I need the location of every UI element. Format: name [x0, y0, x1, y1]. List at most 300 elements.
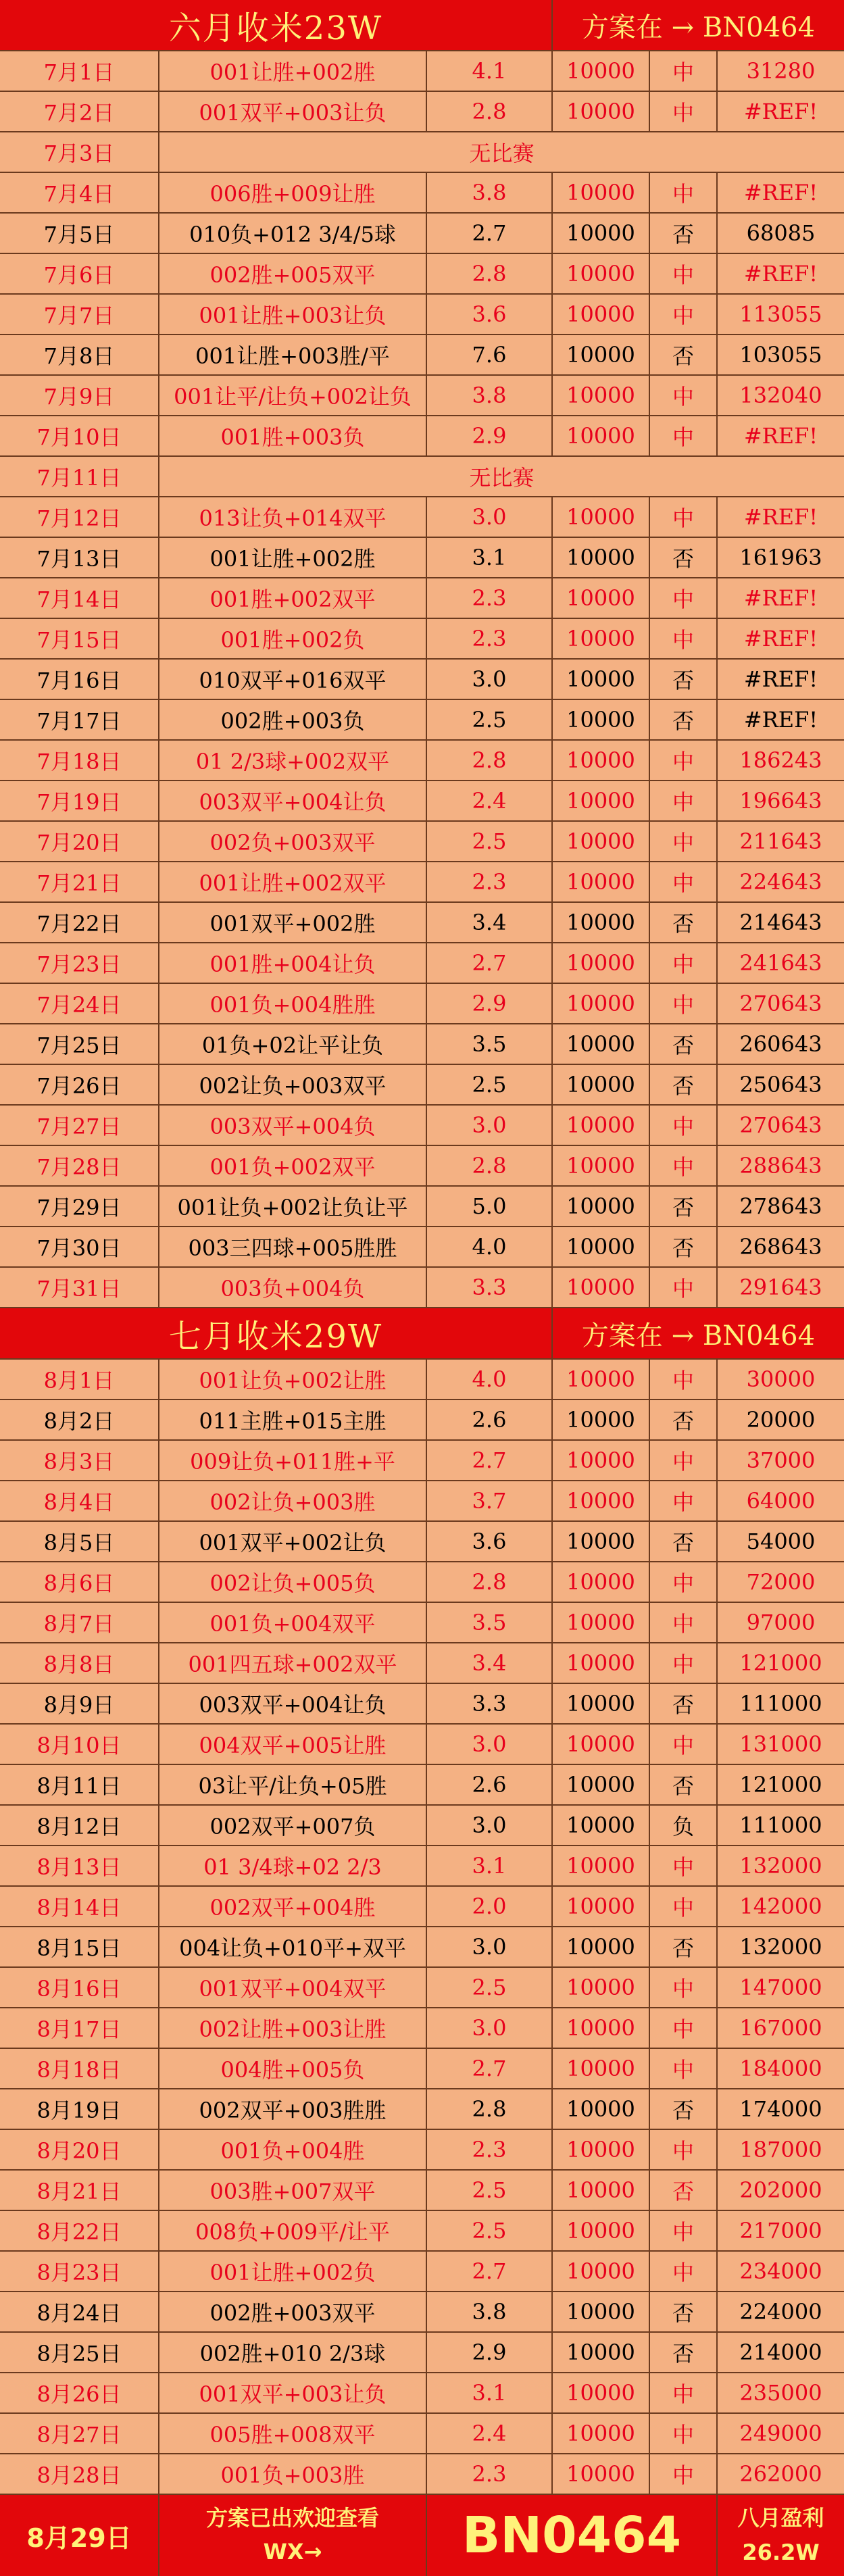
odds-cell: 2.5	[427, 2171, 553, 2210]
result-cell: 中	[650, 1968, 718, 2007]
result-cell: 否	[650, 2171, 718, 2210]
balance-cell: 187000	[739, 2137, 822, 2162]
picks-cell: 001双平+003让负	[159, 2373, 427, 2412]
stake-cell: 10000	[553, 619, 650, 658]
odds-cell: 3.4	[427, 1643, 553, 1683]
picks-cell: 002双平+003胜胜	[159, 2089, 427, 2129]
table-row	[0, 822, 844, 862]
balance-cell: #REF!	[743, 707, 818, 733]
date-cell: 7月8日	[0, 335, 159, 374]
picks-cell: 01 3/4球+02 2/3	[159, 1846, 427, 1885]
table-row	[0, 1887, 844, 1927]
odds-cell: 3.3	[427, 1684, 553, 1723]
result-cell: 否	[650, 903, 718, 942]
picks-cell: 001让胜+003让负	[159, 295, 427, 334]
stake-cell: 10000	[553, 943, 650, 983]
date-cell: 8月14日	[0, 1887, 159, 1926]
table-row	[0, 943, 844, 984]
picks-cell: 006胜+009让胜	[159, 173, 427, 212]
footer-profit	[718, 2495, 844, 2576]
balance-cell: 202000	[739, 2177, 822, 2203]
table-row	[0, 1562, 844, 1603]
profit-value: 26.2W	[742, 2540, 820, 2565]
balance-cell: 186243	[739, 747, 822, 773]
picks-cell: 001胜+002双平	[159, 578, 427, 618]
balance-cell: 54000	[746, 1529, 816, 1554]
picks-cell: 002让负+003双平	[159, 1065, 427, 1104]
balance-cell: 278643	[739, 1193, 822, 1219]
date-cell: 8月11日	[0, 1765, 159, 1804]
result-cell: 中	[650, 2049, 718, 2088]
stake-cell: 10000	[553, 2373, 650, 2412]
result-cell: 否	[650, 1765, 718, 1804]
result-cell: 中	[650, 2211, 718, 2250]
odds-cell: 2.8	[427, 741, 553, 780]
balance-cell: 262000	[739, 2461, 822, 2487]
odds-cell: 4.0	[427, 1227, 553, 1266]
balance-cell: 235000	[739, 2380, 822, 2406]
date-cell: 7月24日	[0, 984, 159, 1023]
date-cell: 7月4日	[0, 173, 159, 212]
stake-cell: 10000	[553, 1106, 650, 1145]
stake-cell: 10000	[553, 1400, 650, 1439]
table-row	[0, 173, 844, 214]
date-cell: 8月5日	[0, 1522, 159, 1561]
stake-cell: 10000	[553, 376, 650, 415]
date-cell: 7月19日	[0, 781, 159, 820]
odds-cell: 3.0	[427, 1927, 553, 1966]
picks-cell: 001让负+002让胜	[159, 1360, 427, 1399]
date-cell: 8月26日	[0, 2373, 159, 2412]
stake-cell: 10000	[553, 1481, 650, 1520]
stake-cell: 10000	[553, 1522, 650, 1561]
date-cell: 7月29日	[0, 1187, 159, 1226]
stake-cell: 10000	[553, 254, 650, 293]
picks-cell: 008负+009平/让平	[159, 2211, 427, 2250]
odds-cell: 2.3	[427, 2130, 553, 2169]
stake-cell: 10000	[553, 538, 650, 577]
result-cell: 中	[650, 51, 718, 91]
result-cell: 中	[650, 1106, 718, 1145]
date-cell: 7月25日	[0, 1024, 159, 1064]
date-cell: 7月31日	[0, 1268, 159, 1307]
footer-plan-code: BN0464	[427, 2495, 718, 2576]
picks-cell: 001胜+002负	[159, 619, 427, 658]
odds-cell: 3.0	[427, 1725, 553, 1764]
odds-cell: 4.0	[427, 1360, 553, 1399]
balance-cell: 161963	[739, 545, 822, 570]
date-cell: 7月16日	[0, 660, 159, 699]
date-cell: 8月23日	[0, 2252, 159, 2291]
footer-note-line2: WX→	[263, 2539, 322, 2565]
odds-cell: 2.3	[427, 862, 553, 901]
picks-cell: 001让胜+002胜	[159, 51, 427, 91]
table-row	[0, 2292, 844, 2333]
date-cell: 7月2日	[0, 92, 159, 131]
stake-cell: 10000	[553, 1927, 650, 1966]
stake-cell: 10000	[553, 2414, 650, 2453]
no-match-row	[0, 457, 844, 497]
picks-cell: 01 2/3球+002双平	[159, 741, 427, 780]
picks-cell: 001胜+003负	[159, 416, 427, 455]
table-row	[0, 2049, 844, 2089]
balance-cell: 97000	[746, 1610, 816, 1635]
date-cell: 7月30日	[0, 1227, 159, 1266]
date-cell: 8月13日	[0, 1846, 159, 1885]
date-cell: 8月2日	[0, 1400, 159, 1439]
odds-cell: 3.1	[427, 538, 553, 577]
odds-cell: 3.1	[427, 2373, 553, 2412]
table-row	[0, 578, 844, 619]
balance-cell: 131000	[739, 1731, 822, 1757]
date-cell: 7月15日	[0, 619, 159, 658]
result-cell: 中	[650, 2454, 718, 2494]
date-cell: 7月20日	[0, 822, 159, 861]
picks-cell: 001负+004胜胜	[159, 984, 427, 1023]
balance-cell: 268643	[739, 1234, 822, 1260]
table-row	[0, 1360, 844, 1400]
picks-cell: 005胜+008双平	[159, 2414, 427, 2453]
footer-bar	[0, 2495, 844, 2576]
result-cell: 中	[650, 741, 718, 780]
table-row	[0, 376, 844, 416]
balance-cell: 37000	[746, 1447, 816, 1473]
result-cell: 中	[650, 943, 718, 983]
balance-cell: 111000	[739, 1812, 822, 1838]
date-cell: 8月16日	[0, 1968, 159, 2007]
stake-cell: 10000	[553, 1603, 650, 1642]
odds-cell: 2.8	[427, 1562, 553, 1602]
balance-cell: 224643	[739, 869, 822, 895]
result-cell: 中	[650, 984, 718, 1023]
balance-cell: 270643	[739, 1112, 822, 1138]
table-row	[0, 1684, 844, 1725]
balance-cell: 68085	[746, 220, 816, 246]
table-row	[0, 1968, 844, 2008]
stake-cell: 10000	[553, 2130, 650, 2169]
table-row	[0, 1441, 844, 1481]
stake-cell: 10000	[553, 700, 650, 739]
stake-cell: 10000	[553, 660, 650, 699]
odds-cell: 3.8	[427, 2292, 553, 2331]
stake-cell: 10000	[553, 497, 650, 537]
odds-cell: 3.8	[427, 376, 553, 415]
picks-cell: 001让胜+003胜/平	[159, 335, 427, 374]
stake-cell: 10000	[553, 2292, 650, 2331]
date-cell: 8月1日	[0, 1360, 159, 1399]
result-cell: 中	[650, 1725, 718, 1764]
table-row	[0, 903, 844, 943]
stake-cell: 10000	[553, 1643, 650, 1683]
table-row	[0, 538, 844, 578]
result-cell: 中	[650, 92, 718, 131]
stake-cell: 10000	[553, 1065, 650, 1104]
table-row	[0, 1725, 844, 1765]
picks-cell: 001双平+002让负	[159, 1522, 427, 1561]
profit-label: 八月盈利	[737, 2504, 824, 2531]
result-cell: 否	[650, 700, 718, 739]
balance-cell: 211643	[739, 828, 822, 854]
result-cell: 中	[650, 1481, 718, 1520]
result-cell: 中	[650, 1146, 718, 1185]
stake-cell: 10000	[553, 51, 650, 91]
section-title: 六月收米23W	[0, 0, 553, 50]
balance-cell: #REF!	[743, 585, 818, 611]
balance-cell: 132040	[739, 382, 822, 408]
stake-cell: 10000	[553, 1441, 650, 1480]
balance-cell: 214000	[739, 2339, 822, 2365]
result-cell: 中	[650, 619, 718, 658]
table-row	[0, 335, 844, 376]
odds-cell: 2.7	[427, 1441, 553, 1480]
picks-cell: 010双平+016双平	[159, 660, 427, 699]
section-header	[0, 0, 844, 51]
balance-cell: 142000	[739, 1893, 822, 1919]
table-row	[0, 2333, 844, 2373]
odds-cell: 2.5	[427, 1968, 553, 2007]
odds-cell: 4.1	[427, 51, 553, 91]
balance-cell: 217000	[739, 2218, 822, 2244]
result-cell: 中	[650, 1887, 718, 1926]
stake-cell: 10000	[553, 1360, 650, 1399]
table-row	[0, 1400, 844, 1441]
odds-cell: 2.7	[427, 2049, 553, 2088]
balance-cell: 113055	[739, 301, 822, 327]
result-cell: 否	[650, 1927, 718, 1966]
result-cell: 否	[650, 538, 718, 577]
table-row	[0, 1522, 844, 1562]
result-cell: 否	[650, 1024, 718, 1064]
picks-cell: 001让负+002让负让平	[159, 1187, 427, 1226]
result-cell: 中	[650, 862, 718, 901]
odds-cell: 2.8	[427, 2089, 553, 2129]
result-cell: 中	[650, 295, 718, 334]
odds-cell: 2.4	[427, 2414, 553, 2453]
picks-cell: 001让胜+002负	[159, 2252, 427, 2291]
picks-cell: 002胜+003负	[159, 700, 427, 739]
table-row	[0, 1187, 844, 1227]
picks-cell: 001负+004双平	[159, 1603, 427, 1642]
balance-cell: 121000	[739, 1650, 822, 1676]
table-row	[0, 1806, 844, 1846]
picks-cell: 002让胜+003让胜	[159, 2008, 427, 2048]
stake-cell: 10000	[553, 1806, 650, 1845]
result-cell: 中	[650, 2414, 718, 2453]
picks-cell: 01负+02让平让负	[159, 1024, 427, 1064]
date-cell: 7月10日	[0, 416, 159, 455]
odds-cell: 3.0	[427, 2008, 553, 2048]
picks-cell: 011主胜+015主胜	[159, 1400, 427, 1439]
date-cell: 8月27日	[0, 2414, 159, 2453]
stake-cell: 10000	[553, 2333, 650, 2372]
balance-cell: #REF!	[743, 261, 818, 287]
stake-cell: 10000	[553, 416, 650, 455]
stake-cell: 10000	[553, 2089, 650, 2129]
picks-cell: 010负+012 3/4/5球	[159, 214, 427, 253]
picks-cell: 002胜+003双平	[159, 2292, 427, 2331]
table-row	[0, 1227, 844, 1268]
stake-cell: 10000	[553, 1725, 650, 1764]
balance-cell: 260643	[739, 1031, 822, 1057]
picks-cell: 001让胜+002双平	[159, 862, 427, 901]
picks-cell: 001让胜+002胜	[159, 538, 427, 577]
date-cell: 7月6日	[0, 254, 159, 293]
picks-cell: 003负+004负	[159, 1268, 427, 1307]
date-cell: 7月14日	[0, 578, 159, 618]
table-row	[0, 1481, 844, 1522]
balance-cell: 196643	[739, 788, 822, 814]
picks-cell: 001双平+003让负	[159, 92, 427, 131]
result-cell: 中	[650, 1268, 718, 1307]
balance-cell: 121000	[739, 1772, 822, 1798]
date-cell: 8月12日	[0, 1806, 159, 1845]
balance-cell: 132000	[739, 1934, 822, 1960]
result-cell: 中	[650, 2130, 718, 2169]
picks-cell: 002让负+005负	[159, 1562, 427, 1602]
balance-cell: 270643	[739, 991, 822, 1016]
table-row	[0, 2373, 844, 2414]
balance-cell: 184000	[739, 2056, 822, 2081]
result-cell: 否	[650, 1400, 718, 1439]
result-cell: 中	[650, 497, 718, 537]
stake-cell: 10000	[553, 1146, 650, 1185]
balance-cell: #REF!	[743, 99, 818, 124]
stake-cell: 10000	[553, 1846, 650, 1885]
date-cell: 8月10日	[0, 1725, 159, 1764]
table-row	[0, 1643, 844, 1684]
balance-cell: 64000	[746, 1488, 816, 1514]
picks-cell: 003胜+007双平	[159, 2171, 427, 2210]
result-cell: 负	[650, 1806, 718, 1845]
odds-cell: 2.3	[427, 619, 553, 658]
date-cell: 7月17日	[0, 700, 159, 739]
result-cell: 否	[650, 2089, 718, 2129]
stake-cell: 10000	[553, 335, 650, 374]
odds-cell: 3.1	[427, 1846, 553, 1885]
date-cell: 7月23日	[0, 943, 159, 983]
odds-cell: 3.0	[427, 497, 553, 537]
table-row	[0, 92, 844, 132]
balance-cell: 147000	[739, 1975, 822, 2000]
footer-note	[159, 2495, 427, 2576]
plan-code-label: 方案在 → BN0464	[581, 1320, 816, 1352]
result-cell: 否	[650, 1187, 718, 1226]
result-cell: 否	[650, 660, 718, 699]
picks-cell: 002负+003双平	[159, 822, 427, 861]
odds-cell: 2.3	[427, 2454, 553, 2494]
date-cell: 8月9日	[0, 1684, 159, 1723]
result-cell: 否	[650, 1684, 718, 1723]
balance-cell: 72000	[746, 1569, 816, 1595]
date-cell: 8月19日	[0, 2089, 159, 2129]
picks-cell: 003双平+004让负	[159, 1684, 427, 1723]
result-cell: 中	[650, 416, 718, 455]
odds-cell: 2.8	[427, 254, 553, 293]
date-cell: 7月22日	[0, 903, 159, 942]
stake-cell: 10000	[553, 2211, 650, 2250]
odds-cell: 3.8	[427, 173, 553, 212]
section-title: 七月收米29W	[0, 1308, 553, 1358]
balance-cell: 167000	[739, 2015, 822, 2041]
odds-cell: 2.8	[427, 92, 553, 131]
odds-cell: 7.6	[427, 335, 553, 374]
date-cell: 7月1日	[0, 51, 159, 91]
result-cell: 中	[650, 578, 718, 618]
no-match-cell: 无比赛	[469, 141, 535, 166]
date-cell: 8月22日	[0, 2211, 159, 2250]
balance-cell: 250643	[739, 1072, 822, 1097]
table-row	[0, 1065, 844, 1106]
table-row	[0, 1268, 844, 1308]
section-header	[0, 1308, 844, 1360]
date-cell: 8月25日	[0, 2333, 159, 2372]
picks-cell: 002双平+004胜	[159, 1887, 427, 1926]
no-match-row	[0, 132, 844, 173]
date-cell: 8月8日	[0, 1643, 159, 1683]
picks-cell: 001让平/让负+002让负	[159, 376, 427, 415]
odds-cell: 3.0	[427, 1806, 553, 1845]
table-row	[0, 2252, 844, 2292]
odds-cell: 2.0	[427, 1887, 553, 1926]
balance-cell: #REF!	[743, 626, 818, 651]
stake-cell: 10000	[553, 2454, 650, 2494]
date-cell: 7月28日	[0, 1146, 159, 1185]
table-row	[0, 862, 844, 903]
result-cell: 中	[650, 2373, 718, 2412]
odds-cell: 3.6	[427, 295, 553, 334]
balance-cell: 214643	[739, 910, 822, 935]
odds-cell: 5.0	[427, 1187, 553, 1226]
odds-cell: 2.3	[427, 578, 553, 618]
odds-cell: 2.9	[427, 416, 553, 455]
balance-cell: #REF!	[743, 666, 818, 692]
odds-cell: 3.6	[427, 1522, 553, 1561]
balance-cell: 288643	[739, 1153, 822, 1179]
table-row	[0, 2211, 844, 2252]
result-cell: 中	[650, 376, 718, 415]
odds-cell: 2.5	[427, 822, 553, 861]
date-cell: 7月26日	[0, 1065, 159, 1104]
date-cell: 8月18日	[0, 2049, 159, 2088]
balance-cell: 31280	[746, 58, 816, 84]
balance-cell: 224000	[739, 2299, 822, 2325]
date-cell: 8月3日	[0, 1441, 159, 1480]
picks-cell: 003双平+004负	[159, 1106, 427, 1145]
odds-cell: 2.9	[427, 2333, 553, 2372]
balance-cell: 249000	[739, 2421, 822, 2446]
table-row	[0, 700, 844, 741]
picks-cell: 001负+003胜	[159, 2454, 427, 2494]
stake-cell: 10000	[553, 1268, 650, 1307]
result-cell: 中	[650, 1603, 718, 1642]
stake-cell: 10000	[553, 1765, 650, 1804]
footer-date: 8月29日	[0, 2495, 159, 2576]
table-row	[0, 1603, 844, 1643]
balance-cell: 241643	[739, 950, 822, 976]
stake-cell: 10000	[553, 1227, 650, 1266]
balance-cell: #REF!	[743, 180, 818, 205]
table-row	[0, 2454, 844, 2495]
picks-cell: 004双平+005让胜	[159, 1725, 427, 1764]
no-match-cell: 无比赛	[469, 465, 535, 491]
table-row	[0, 1024, 844, 1065]
odds-cell: 3.5	[427, 1024, 553, 1064]
table-row	[0, 619, 844, 660]
odds-cell: 2.9	[427, 984, 553, 1023]
table-row	[0, 254, 844, 295]
table-row	[0, 497, 844, 538]
picks-cell: 001双平+004双平	[159, 1968, 427, 2007]
